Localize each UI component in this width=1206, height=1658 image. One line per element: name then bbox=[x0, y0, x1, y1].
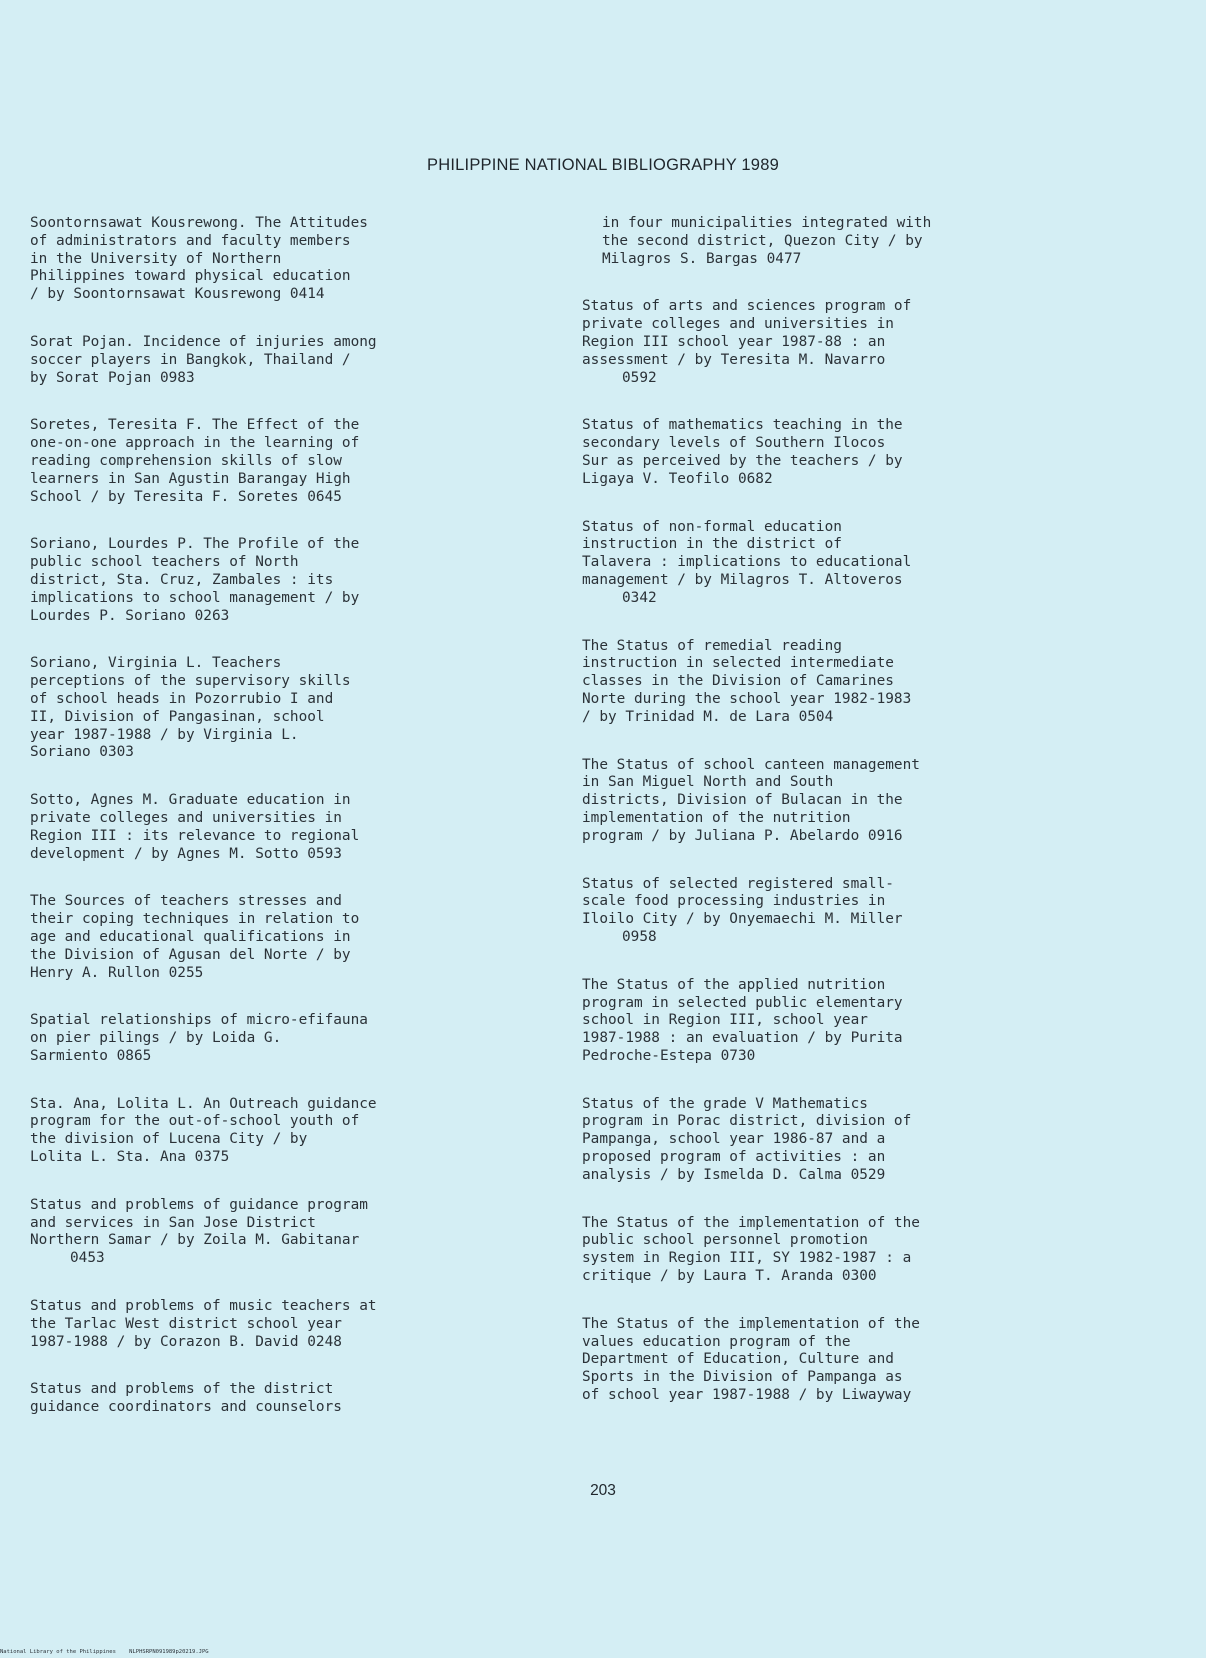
entry-line: Status of the grade V Mathematics bbox=[582, 1095, 868, 1112]
bibliography-entry bbox=[582, 1096, 1102, 1185]
entry-line: learners in San Agustin Barangay High bbox=[30, 470, 351, 487]
entry-line: The Status of the applied nutrition bbox=[582, 976, 886, 993]
entry-line: assessment / by Teresita M. Navarro bbox=[582, 351, 886, 368]
entry-line: Norte during the school year 1982-1983 bbox=[582, 690, 912, 707]
entry-line: Sta. Ana, Lolita L. An Outreach guidance bbox=[30, 1095, 377, 1112]
entry-line: Pampanga, school year 1986-87 and a bbox=[582, 1131, 886, 1148]
bibliography-entry bbox=[30, 893, 552, 982]
entry-line: Ligaya V. Teofilo 0682 bbox=[582, 470, 773, 487]
entry-line: in four municipalities integrated with bbox=[602, 215, 932, 231]
bibliography-entry bbox=[582, 298, 1102, 387]
entry-line: II, Division of Pangasinan, school bbox=[30, 708, 325, 725]
bibliography-entry bbox=[30, 1197, 552, 1268]
entry-line: Soriano, Lourdes P. The Profile of the bbox=[30, 536, 360, 553]
entry-line: 1987-1988 / by Corazon B. David 0248 bbox=[30, 1333, 342, 1350]
left-column bbox=[30, 215, 552, 1447]
footer-note: National Library of the Philippines NLPHSRPN091989p20219.JPG bbox=[0, 1649, 209, 1655]
entry-line: implications to school management / by bbox=[30, 589, 360, 606]
entry-line: the second district, Quezon City / by bbox=[602, 232, 923, 249]
bibliography-entry bbox=[582, 1316, 1102, 1405]
bibliography-entry bbox=[582, 876, 1102, 947]
bibliography-entry bbox=[30, 334, 552, 387]
entry-line: Status and problems of music teachers at bbox=[30, 1298, 377, 1315]
entry-line: Region III school year 1987-88 : an bbox=[582, 333, 886, 350]
entry-line: Sports in the Division of Pampanga as bbox=[582, 1369, 903, 1386]
entry-line: age and educational qualifications in bbox=[30, 928, 351, 945]
right-column bbox=[582, 215, 1102, 1435]
entry-line: Lourdes P. Soriano 0263 bbox=[30, 607, 230, 624]
bibliography-entry bbox=[30, 1381, 552, 1417]
entry-line: program for the out-of-school youth of bbox=[30, 1113, 360, 1130]
entry-line: Sorat Pojan. Incidence of injuries among bbox=[30, 333, 377, 350]
entry-line: perceptions of the supervisory skills bbox=[30, 673, 351, 690]
entry-line: district, Sta. Cruz, Zambales : its bbox=[30, 571, 334, 588]
entry-line: Soontornsawat Kousrewong. The Attitudes bbox=[30, 215, 368, 231]
bibliography-entry bbox=[30, 1298, 552, 1351]
entry-line: Status of selected registered small- bbox=[582, 875, 894, 892]
entry-line: program in selected public elementary bbox=[582, 994, 903, 1011]
entry-line: The Status of the implementation of the bbox=[582, 1315, 920, 1332]
entry-line: secondary levels of Southern Ilocos bbox=[582, 435, 886, 452]
entry-line: Iloilo City / by Onyemaechi M. Miller bbox=[582, 911, 903, 928]
entry-line: year 1987-1988 / by Virginia L. bbox=[30, 726, 299, 743]
entry-line: Pedroche-Estepa 0730 bbox=[582, 1047, 756, 1064]
entry-line: school in Region III, school year bbox=[582, 1012, 868, 1029]
entry-line: public school personnel promotion bbox=[582, 1232, 868, 1249]
entry-line: The Sources of teachers stresses and bbox=[30, 893, 342, 910]
bibliography-entry bbox=[30, 655, 552, 762]
entry-line: School / by Teresita F. Soretes 0645 bbox=[30, 488, 342, 505]
entry-line: / by Trinidad M. de Lara 0504 bbox=[582, 708, 834, 725]
bibliography-entry bbox=[582, 417, 1102, 488]
page-header: PHILIPPINE NATIONAL BIBLIOGRAPHY 1989 bbox=[427, 156, 779, 174]
entry-line: classes in the Division of Camarines bbox=[582, 673, 894, 690]
entry-line: program / by Juliana P. Abelardo 0916 bbox=[582, 827, 903, 844]
entry-line: by Sorat Pojan 0983 bbox=[30, 369, 195, 386]
entry-accession-number: 0453 bbox=[70, 1250, 105, 1267]
bibliography-entry bbox=[30, 792, 552, 863]
entry-line: Soriano 0303 bbox=[30, 744, 134, 761]
entry-line: critique / by Laura T. Aranda 0300 bbox=[582, 1268, 877, 1285]
entry-line: the division of Lucena City / by bbox=[30, 1131, 308, 1148]
entry-accession-number: 0342 bbox=[622, 589, 657, 606]
entry-line: Milagros S. Bargas 0477 bbox=[602, 250, 802, 267]
entry-line: private colleges and universities in bbox=[30, 809, 342, 826]
bibliography-entry bbox=[30, 536, 552, 625]
entry-line: of school year 1987-1988 / by Liwayway bbox=[582, 1387, 912, 1404]
entry-line: in the University of Northern bbox=[30, 250, 282, 267]
entry-line: the Division of Agusan del Norte / by bbox=[30, 946, 351, 963]
entry-accession-number: 0592 bbox=[622, 369, 657, 386]
entry-line: Spatial relationships of micro-efifauna bbox=[30, 1012, 368, 1029]
entry-line: Sur as perceived by the teachers / by bbox=[582, 452, 903, 469]
entry-line: one-on-one approach in the learning of bbox=[30, 435, 360, 452]
entry-line: Status and problems of guidance program bbox=[30, 1196, 368, 1213]
entry-line: guidance coordinators and counselors bbox=[30, 1399, 342, 1416]
entry-line: Philippines toward physical education bbox=[30, 268, 351, 285]
entry-line: / by Soontornsawat Kousrewong 0414 bbox=[30, 286, 325, 303]
entry-line: analysis / by Ismelda D. Calma 0529 bbox=[582, 1166, 886, 1183]
entry-line: development / by Agnes M. Sotto 0593 bbox=[30, 845, 342, 862]
entry-line: and services in San Jose District bbox=[30, 1214, 316, 1231]
entry-line: The Status of the implementation of the bbox=[582, 1214, 920, 1231]
entry-line: 1987-1988 : an evaluation / by Purita bbox=[582, 1030, 903, 1047]
page-number: 203 bbox=[590, 1482, 616, 1499]
entry-line: of administrators and faculty members bbox=[30, 232, 351, 249]
bibliography-entry bbox=[582, 977, 1102, 1066]
entry-line: districts, Division of Bulacan in the bbox=[582, 792, 903, 809]
entry-line: Sarmiento 0865 bbox=[30, 1047, 152, 1064]
entry-line: Talavera : implications to educational bbox=[582, 554, 912, 571]
entry-line: The Status of school canteen management bbox=[582, 756, 920, 773]
entry-line: Status and problems of the district bbox=[30, 1381, 334, 1398]
entry-line: private colleges and universities in bbox=[582, 316, 894, 333]
bibliography-entry bbox=[582, 215, 1102, 268]
bibliography-entry bbox=[30, 417, 552, 506]
entry-line: Sotto, Agnes M. Graduate education in bbox=[30, 792, 351, 809]
entry-line: Soriano, Virginia L. Teachers bbox=[30, 655, 282, 672]
entry-line: Soretes, Teresita F. The Effect of the bbox=[30, 417, 360, 434]
entry-line: Status of mathematics teaching in the bbox=[582, 417, 903, 434]
bibliography-entry bbox=[582, 757, 1102, 846]
entry-line: in San Miguel North and South bbox=[582, 774, 834, 791]
entry-line: public school teachers of North bbox=[30, 554, 299, 571]
entry-line: soccer players in Bangkok, Thailand / bbox=[30, 351, 351, 368]
entry-line: Northern Samar / by Zoila M. Gabitanar bbox=[30, 1232, 360, 1249]
entry-line: instruction in the district of bbox=[582, 536, 842, 553]
entry-line: Henry A. Rullon 0255 bbox=[30, 964, 204, 981]
entry-line: proposed program of activities : an bbox=[582, 1149, 886, 1166]
entry-line: of school heads in Pozorrubio I and bbox=[30, 690, 334, 707]
bibliography-entry bbox=[582, 519, 1102, 608]
entry-line: Status of arts and sciences program of bbox=[582, 298, 912, 315]
bibliography-entry bbox=[30, 1012, 552, 1065]
entry-line: The Status of remedial reading bbox=[582, 637, 842, 654]
entry-line: on pier pilings / by Loida G. bbox=[30, 1030, 282, 1047]
entry-line: Region III : its relevance to regional bbox=[30, 827, 360, 844]
bibliography-entry bbox=[582, 1215, 1102, 1286]
entry-line: Department of Education, Culture and bbox=[582, 1351, 894, 1368]
entry-line: instruction in selected intermediate bbox=[582, 655, 894, 672]
entry-line: scale food processing industries in bbox=[582, 893, 886, 910]
entry-line: Status of non-formal education bbox=[582, 518, 842, 535]
entry-line: their coping techniques in relation to bbox=[30, 911, 360, 928]
bibliography-entry bbox=[30, 1096, 552, 1167]
entry-line: Lolita L. Sta. Ana 0375 bbox=[30, 1149, 230, 1166]
entry-accession-number: 0958 bbox=[622, 928, 657, 945]
entry-line: program in Porac district, division of bbox=[582, 1113, 912, 1130]
entry-line: values education program of the bbox=[582, 1333, 851, 1350]
entry-line: management / by Milagros T. Altoveros bbox=[582, 571, 903, 588]
bibliography-entry bbox=[582, 638, 1102, 727]
entry-line: system in Region III, SY 1982-1987 : a bbox=[582, 1250, 912, 1267]
entry-line: reading comprehension skills of slow bbox=[30, 452, 342, 469]
entry-line: the Tarlac West district school year bbox=[30, 1315, 342, 1332]
bibliography-entry bbox=[30, 215, 552, 304]
entry-line: implementation of the nutrition bbox=[582, 809, 851, 826]
